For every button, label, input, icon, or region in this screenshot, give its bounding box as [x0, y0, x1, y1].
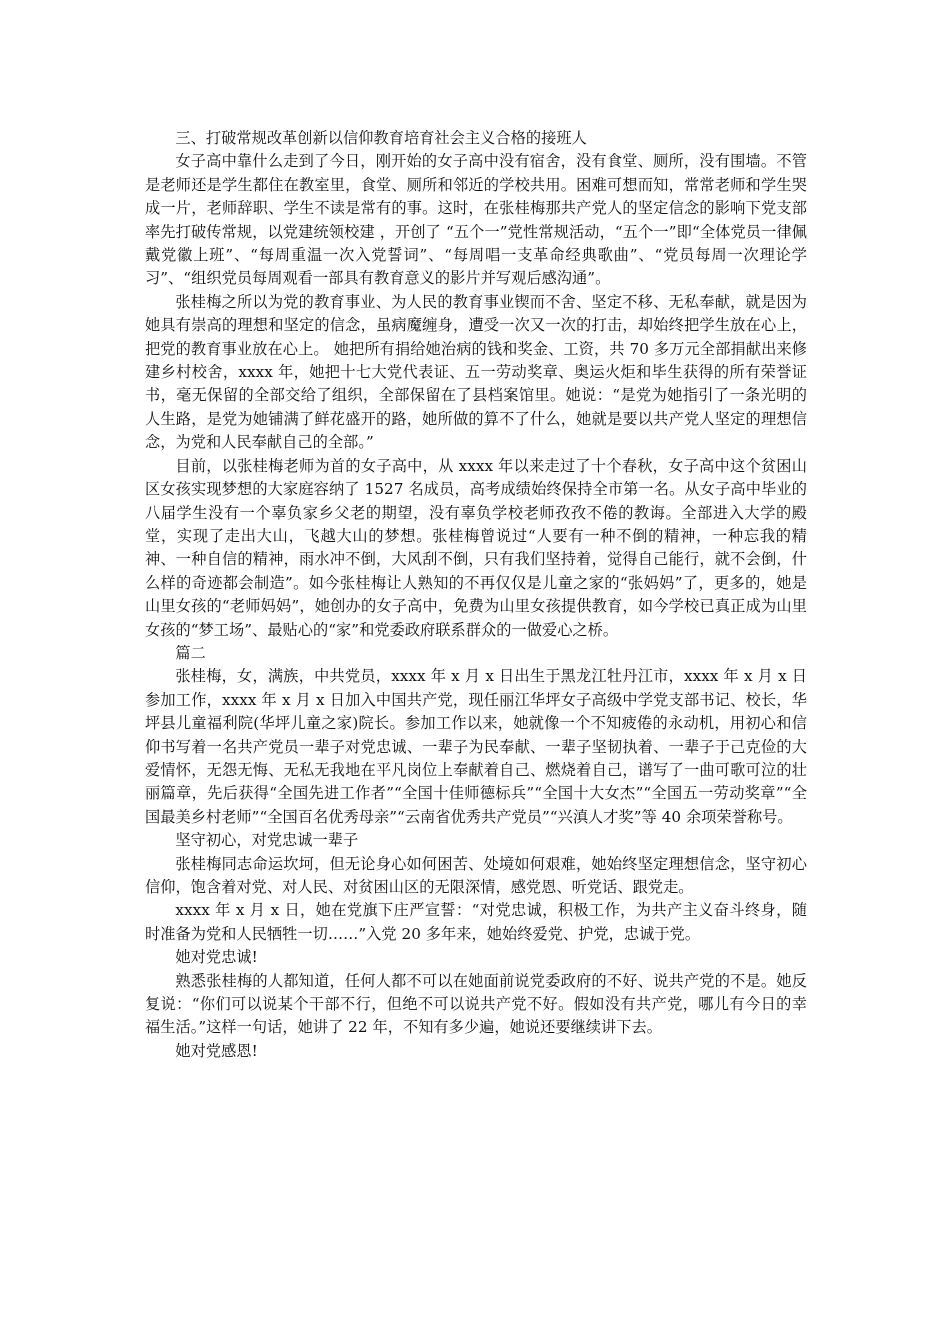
section-heading: 三、打破常规改革创新以信仰教育培育社会主义合格的接班人	[175, 129, 587, 147]
subheading: 坚守初心，对党忠诚一辈子	[175, 831, 359, 850]
paragraph: 目前，以张桂梅老师为首的女子高中，从 xxxx 年以来走过了十个春秋，女子高中这个贫困山区女孩实现梦想的大家庭容纳了 1527 名成员，高考成绩始终保持全市第一名。从女子高中毕业的八届学生没有一个辜负家乡父老的期望，没有辜负学校老师孜孜不倦的教诲。全部进入大学的殿堂，实现了走出大山，飞越大山的梦想。张桂梅曾说过“人要有一种不倒的精神，一种忘我的精神、一种自信的精神，雨水冲不倒，大风刮不倒，只有我们坚持着，觉得自己能行，就不会倒，什么样的奇迹都会制造”。如今张桂梅让人熟知的不再仅仅是儿童之家的“张妈妈”了，更多的，她是山里女孩的“老师妈妈”，她创办的女子高中，免费为山里女孩提供教育，如今学校已真正成为山里女孩的“梦工场”、最贴心的“家”和党委政府联系群众的一做爱心之桥。	[145, 456, 807, 639]
subheading: 她对党忠诚!	[175, 948, 258, 967]
paragraph: 张桂梅同志命运坎坷，但无论身心如何困苦、处境如何艰难，她始终坚定理想信念，坚守初心信仰，饱含着对党、对人民、对贫困山区的无限深情，感党恩、听党话、跟党走。	[145, 854, 807, 896]
paragraph: 张桂梅，女，满族，中共党员，xxxx 年 x 月 x 日出生于黑龙江牡丹江市，xxxx 年 x 月 x 日参加工作，xxxx 年 x 月 x 日加入中国共产党，现任丽江华坪女子高级中学党支部书记、校长，华坪县儿童福利院(华坪儿童之家)院长。参加工作以来，她就像一个不知疲倦的永动机，用初心和信仰书写着一名共产党员一辈子对党忠诚、一辈子为民奉献、一辈子坚韧执着、一辈子于己克俭的大爱情怀，无怨无悔、无私无我地在平凡岗位上奉献着自己、燃烧着自己，谱写了一曲可歌可泣的壮丽篇章，先后获得“全国先进工作者”“全国十佳师德标兵”“全国十大女杰”“全国五一劳动奖章”“全国最美乡村老师”“全国百名优秀母亲”“云南省优秀共产党员”“兴滇人才奖”等 40 余项荣誉称号。	[145, 667, 807, 826]
paragraph: 张桂梅之所以为党的教育事业、为人民的教育事业锲而不舍、坚定不移、无私奉献，就是因为她具有崇高的理想和坚定的信念，虽病魔缠身，遭受一次又一次的打击，却始终把学生放在心上，把党的教育事业放在心上。 她把所有捐给她治病的钱和奖金、工资，共 70 多万元全部捐献出来修建乡村校舍，xxxx 年，她把十七大党代表证、五一劳动奖章、奥运火炬和毕生获得的所有荣誉证书，毫无保留的全部交给了组织，全部保留在了县档案馆里。她说：“是党为她指引了一条光明的人生路，是党为她铺满了鲜花盛开的路，她所做的算不了什么，她就是要以共产党人坚定的理想信念，为党和人民奉献自己的全部。”	[145, 292, 807, 452]
section-heading: 篇二	[175, 643, 206, 662]
paragraph: 女子高中靠什么走到了今日，刚开始的女子高中没有宿舍，没有食堂、厕所，没有围墙。不管是老师还是学生都住在教室里，食堂、厕所和邻近的学校共用。困难可想而知，常常老师和学生哭成一片，老师辞职、学生不读是常有的事。这时，在张桂梅那共产党人的坚定信念的影响下党支部率先打破传常规，以党建统领校建 ，开创了 “五个一”党性常规活动，“五个一”即“全体党员一律佩戴党徽上班”、“每周重温一次入党誓词”、“每周唱一支革命经典歌曲”、“党员每周一次理论学习”、“组织党员每周观看一部具有教育意义的影片并写观后感沟通”。	[145, 152, 807, 288]
document-page	[145, 127, 807, 1063]
paragraph: xxxx 年 x 月 x 日，她在党旗下庄严宣誓：“对党忠诚，积极工作，为共产主义奋斗终身，随时准备为党和人民牺牲一切……”入党 20 多年来，她始终爱党、护党，忠诚于党。	[145, 901, 807, 943]
paragraph: 熟悉张桂梅的人都知道，任何人都不可以在她面前说党委政府的不好、说共产党的不是。她反复说：“你们可以说某个干部不行，但绝不可以说共产党不好。假如没有共产党，哪儿有今日的幸福生活。”这样一句话，她讲了 22 年，不知有多少遍，她说还要继续讲下去。	[145, 971, 807, 1037]
subheading: 她对党感恩!	[175, 1041, 258, 1060]
